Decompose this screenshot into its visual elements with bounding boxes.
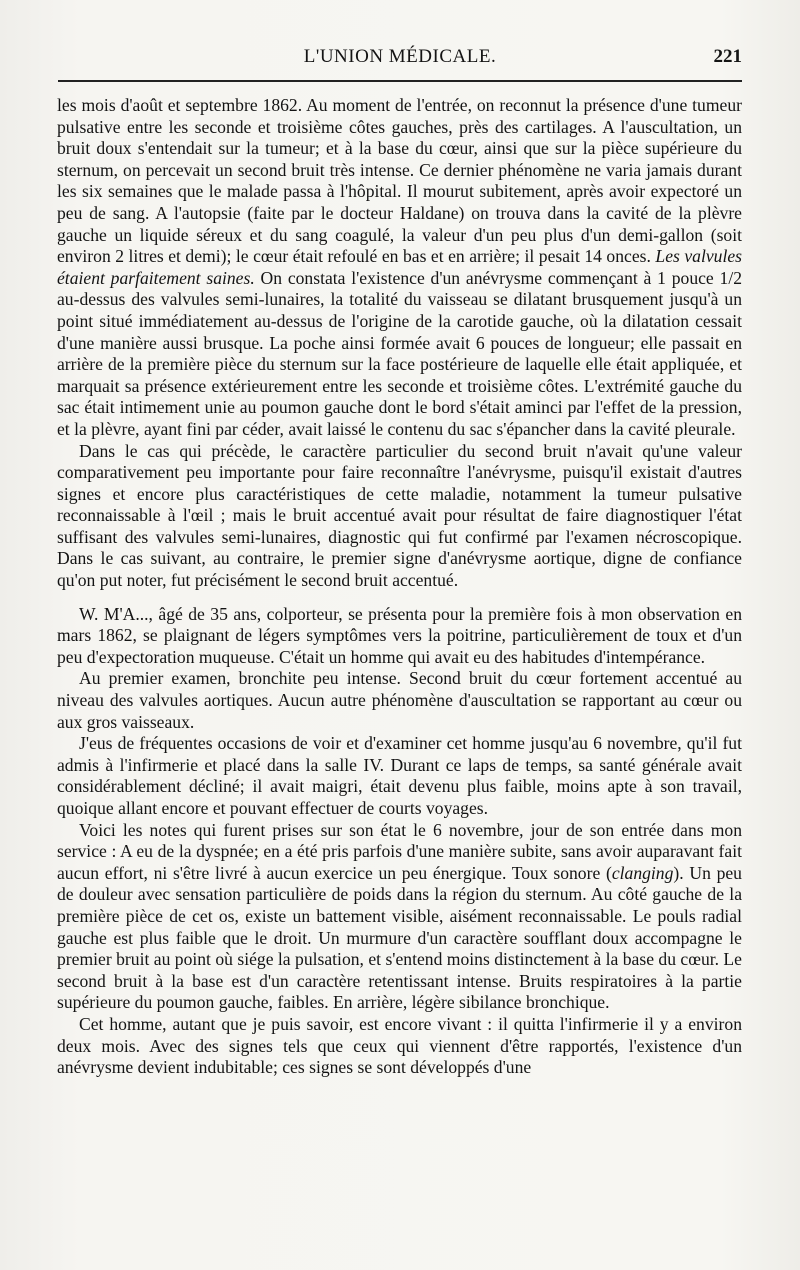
- paragraph-6-part-1: Voici les notes qui furent prises sur son état le 6 novembre, jour de son entrée dans mon service : A eu de la dyspnée; en a été pris parfois d'une manière subite, sans avoir auparavant fait aucun effort, ni s'être livré à aucun exercice un peu énergique. Toux sonore (: [57, 819, 742, 883]
- paragraph-5: J'eus de fréquentes occasions de voir et d'examiner cet homme jusqu'au 6 novembre, qu'il fut admis à l'infirmerie et placé dans la salle IV. Durant ce laps de temps, sa santé générale avait considérablement décliné; il avait maigri, était devenu plus faible, moins apte à son travail, quoique allant encore et pouvant effectuer de courts voyages.: [57, 733, 742, 818]
- paragraph-1-part-2: On constata l'existence d'un anévrysme commençant à 1 pouce 1/2 au-dessus des valvules semi-lunaires, la totalité du vaisseau se dilatant brusquement jusqu'à un point situé immédiatement au-dessus de l'origine de la carotide gauche, où la dilatation cessait d'une manière aussi brusque. La poche ainsi formée avait 6 pouces de longueur; elle passait en arrière de la première pièce du sternum sur la face postérieure de laquelle elle était appliquée, et marquait sa présence extérieurement entre les seconde et troisième côtes. L'extrémité gauche du sac était intimement unie au poumon gauche dont le bord s'était aminci par l'effet de la pression, et la plèvre, ayant fini par céder, avait laissé le contenu du sac s'épancher dans la cavité pleurale.: [57, 267, 743, 439]
- page-header: [58, 46, 742, 74]
- page-number: 221: [713, 46, 742, 67]
- paragraph-1-part-1: les mois d'août et septembre 1862. Au moment de l'entrée, on reconnut la présence d'une tumeur pulsative entre les seconde et troisième côtes gauches, près des cartilages. A l'auscultation, un bruit doux s'entendait sur la tumeur; et à la base du cœur, ainsi que sur la pièce supérieure du sternum, on percevait un second bruit très intense. Ce dernier phénomène ne varia jamais durant les six semaines que le malade passa à l'hôpital. Il mourut subitement, après avoir expectoré un peu de sang. A l'autopsie (faite par le docteur Haldane) on trouva dans la cavité de la plèvre gauche un liquide séreux et du sang coagulé, la valeur d'un peu plus d'un demi-gallon (soit environ 2 litres et demi); le cœur était refoulé en bas et en arrière; il pesait 14 onces.: [57, 95, 742, 267]
- paragraph-1: [57, 95, 742, 441]
- body-text: [57, 95, 742, 1079]
- paragraph-1-emphasis: Les valvules étaient parfaitement saines.: [57, 246, 742, 288]
- paragraph-6-emphasis: clanging: [611, 862, 674, 883]
- paragraph-7: Cet homme, autant que je puis savoir, est encore vivant : il quitta l'infirmerie il y a environ deux mois. Avec des signes tels que ceux qui viennent d'être rapportés, l'existence d'un anévrysme devient indubitable; ces signes se sont développés d'une: [57, 1013, 742, 1078]
- paragraph-6: [57, 820, 742, 1014]
- paragraph-3: W. M'A..., âgé de 35 ans, colporteur, se présenta pour la première fois à mon observation en mars 1862, se plaignant de légers symptômes vers la poitrine, particulièrement de toux et d'un peu d'expectoration muqueuse. C'était un homme qui avait eu des habitudes d'intempérance.: [57, 603, 742, 667]
- running-title: L'UNION MÉDICALE.: [303, 46, 497, 67]
- paragraph-2: Dans le cas qui précède, le caractère particulier du second bruit n'avait qu'une valeur comparativement peu importante pour faire reconnaître l'anévrysme, puisqu'il existait d'autres signes et encore plus caractéristiques de cette maladie, notamment la tumeur pulsative reconnaissable à l'œil ; mais le bruit accentué avait pour résultat de faire diagnostiquer l'état suffisant des valvules semi-lunaires, diagnostic qui fut confirmé par l'examen nécroscopique. Dans le cas suivant, au contraire, le premier signe d'anévrysme aortique, digne de confiance qu'on put noter, fut précisément le second bruit accentué.: [57, 440, 742, 591]
- paragraph-4: Au premier examen, bronchite peu intense. Second bruit du cœur fortement accentué au niveau des valvules aortiques. Aucun autre phénomène d'auscultation se rapportant au cœur ou aux gros vaisseaux.: [57, 668, 742, 732]
- paragraph-6-part-2: ). Un peu de douleur avec sensation particulière de poids dans la région du sternum. Au côté gauche de la première pièce de cet os, existe un battement visible, aisément reconnaissable. Le pouls radial gauche est plus faible que le droit. Un murmure d'un caractère soufflant doux accompagne le premier bruit au point où siége la pulsation, et s'entend moins distinctement à la base du cœur. Le second bruit à la base est d'un caractère retentissant intense. Bruits respiratoires à la partie supérieure du poumon gauche, faibles. En arrière, légère sibilance bronchique.: [57, 862, 742, 1013]
- header-rule: [58, 80, 742, 82]
